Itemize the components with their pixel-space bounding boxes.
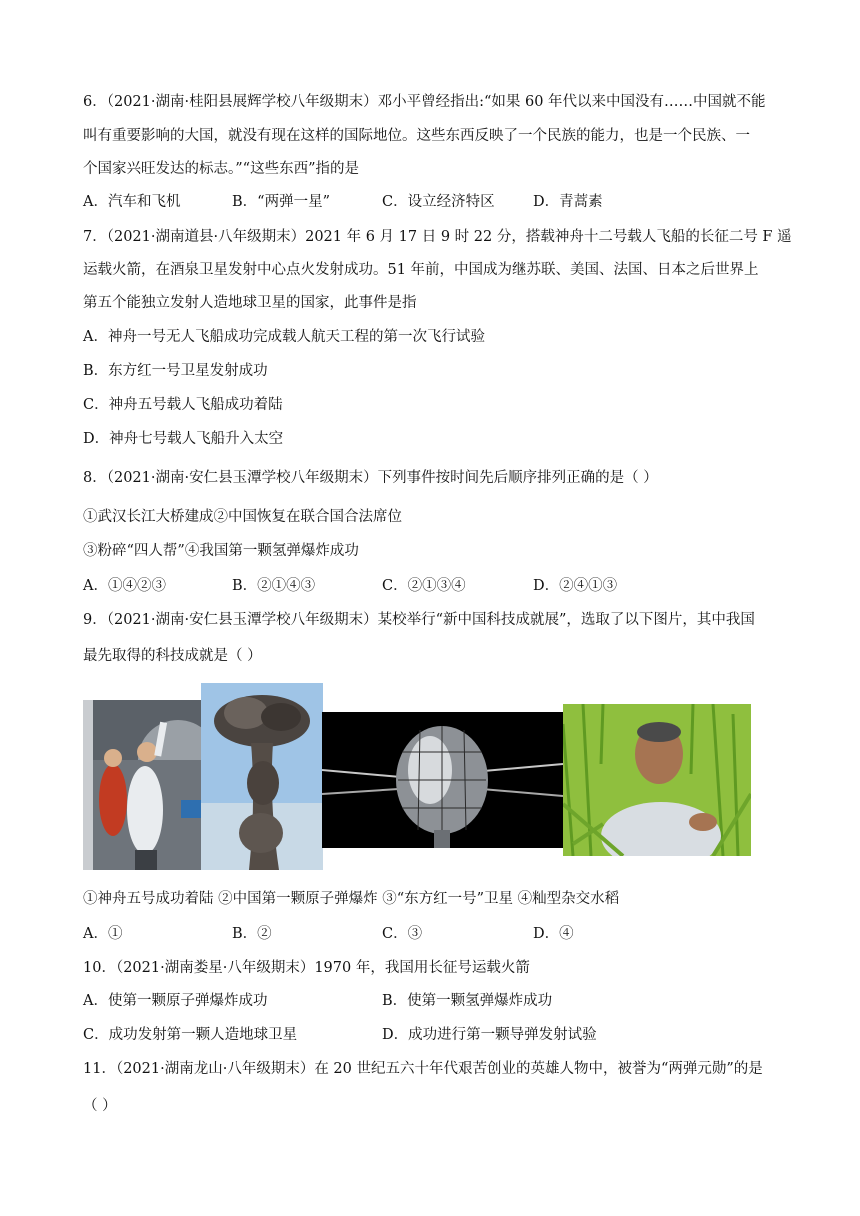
q9-stem-line2: 最先取得的科技成就是（ ） bbox=[83, 648, 262, 664]
q9-option-a: A．① bbox=[83, 926, 123, 942]
q7-option-c: C．神舟五号载人飞船成功着陆 bbox=[83, 397, 283, 413]
q8-option-a: A．①④②③ bbox=[83, 578, 166, 594]
q7-option-d: D．神舟七号载人飞船升入太空 bbox=[83, 431, 284, 447]
q10-option-d: D．成功进行第一颗导弹发射试验 bbox=[382, 1027, 597, 1043]
q6-option-d: D．青蒿素 bbox=[533, 194, 603, 210]
q7-option-b: B．东方红一号卫星发射成功 bbox=[83, 363, 268, 379]
q9-option-b: B．② bbox=[232, 926, 272, 942]
q11-stem-line1: 11．（2021·湖南龙山·八年级期末）在 20 世纪五六十年代艰苦创业的英雄人物中，被誉为“两弹元勋”的是 bbox=[83, 1061, 763, 1077]
q7-option-a: A．神舟一号无人飞船成功完成载人航天工程的第一次飞行试验 bbox=[83, 329, 485, 345]
q8-option-b: B．②①④③ bbox=[232, 578, 316, 594]
q9-stem-line1: 9．（2021·湖南·安仁县玉潭学校八年级期末）某校举行“新中国科技成就展”，选取了以下图片，其中我国 bbox=[83, 612, 755, 628]
rice-scientist-photo bbox=[563, 704, 751, 856]
q10-option-c: C．成功发射第一颗人造地球卫星 bbox=[83, 1027, 298, 1043]
q11-stem-line2: （ ） bbox=[83, 1098, 117, 1114]
q6-option-b: B．“两弹一星” bbox=[232, 194, 330, 210]
astronaut-photo bbox=[83, 700, 201, 870]
q6-stem-line1: 6．（2021·湖南·桂阳县展辉学校八年级期末）邓小平曾经指出:“如果 60 年代以来中国没有……中国就不能 bbox=[83, 94, 766, 110]
q7-stem-line3: 第五个能独立发射人造地球卫星的国家，此事件是指 bbox=[83, 295, 417, 311]
q7-stem-line2: 运载火箭，在酒泉卫星发射中心点火发射成功。51 年前，中国成为继苏联、美国、法国、日本之后世界上 bbox=[83, 262, 759, 278]
q10-option-a: A．使第一颗原子弹爆炸成功 bbox=[83, 993, 268, 1009]
q8-stem: 8．（2021·湖南·安仁县玉潭学校八年级期末）下列事件按时间先后顺序排列正确的是（ ） bbox=[83, 470, 658, 486]
q9-option-d: D．④ bbox=[533, 926, 574, 942]
q10-stem: 10．（2021·湖南娄星·八年级期末）1970 年，我国用长征号运载火箭 bbox=[83, 960, 530, 976]
q8-option-d: D．②④①③ bbox=[533, 578, 618, 594]
q8-items-2: ③粉碎“四人帮”④我国第一颗氢弹爆炸成功 bbox=[83, 543, 359, 559]
q8-option-c: C．②①③④ bbox=[382, 578, 466, 594]
q8-items-1: ①武汉长江大桥建成②中国恢复在联合国合法席位 bbox=[83, 509, 402, 525]
satellite-photo bbox=[322, 712, 563, 848]
q6-stem-line2: 叫有重要影响的大国，就没有现在这样的国际地位。这些东西反映了一个民族的能力，也是一个民族、一 bbox=[83, 128, 750, 144]
q9-option-c: C．③ bbox=[382, 926, 423, 942]
q10-option-b: B．使第一颗氢弹爆炸成功 bbox=[382, 993, 553, 1009]
q6-stem-line3: 个国家兴旺发达的标志。”“这些东西”指的是 bbox=[83, 161, 359, 177]
q6-option-a: A．汽车和飞机 bbox=[83, 194, 181, 210]
atomic-bomb-photo bbox=[201, 683, 323, 870]
q6-option-c: C．设立经济特区 bbox=[382, 194, 495, 210]
q9-image-caption: ①神舟五号成功着陆 ②中国第一颗原子弹爆炸 ③“东方红一号”卫星 ④籼型杂交水稻 bbox=[83, 891, 620, 907]
q7-stem-line1: 7．（2021·湖南道县·八年级期末）2021 年 6 月 17 日 9 时 22 分，搭载神舟十二号载人飞船的长征二号 F 遥 bbox=[83, 229, 792, 245]
